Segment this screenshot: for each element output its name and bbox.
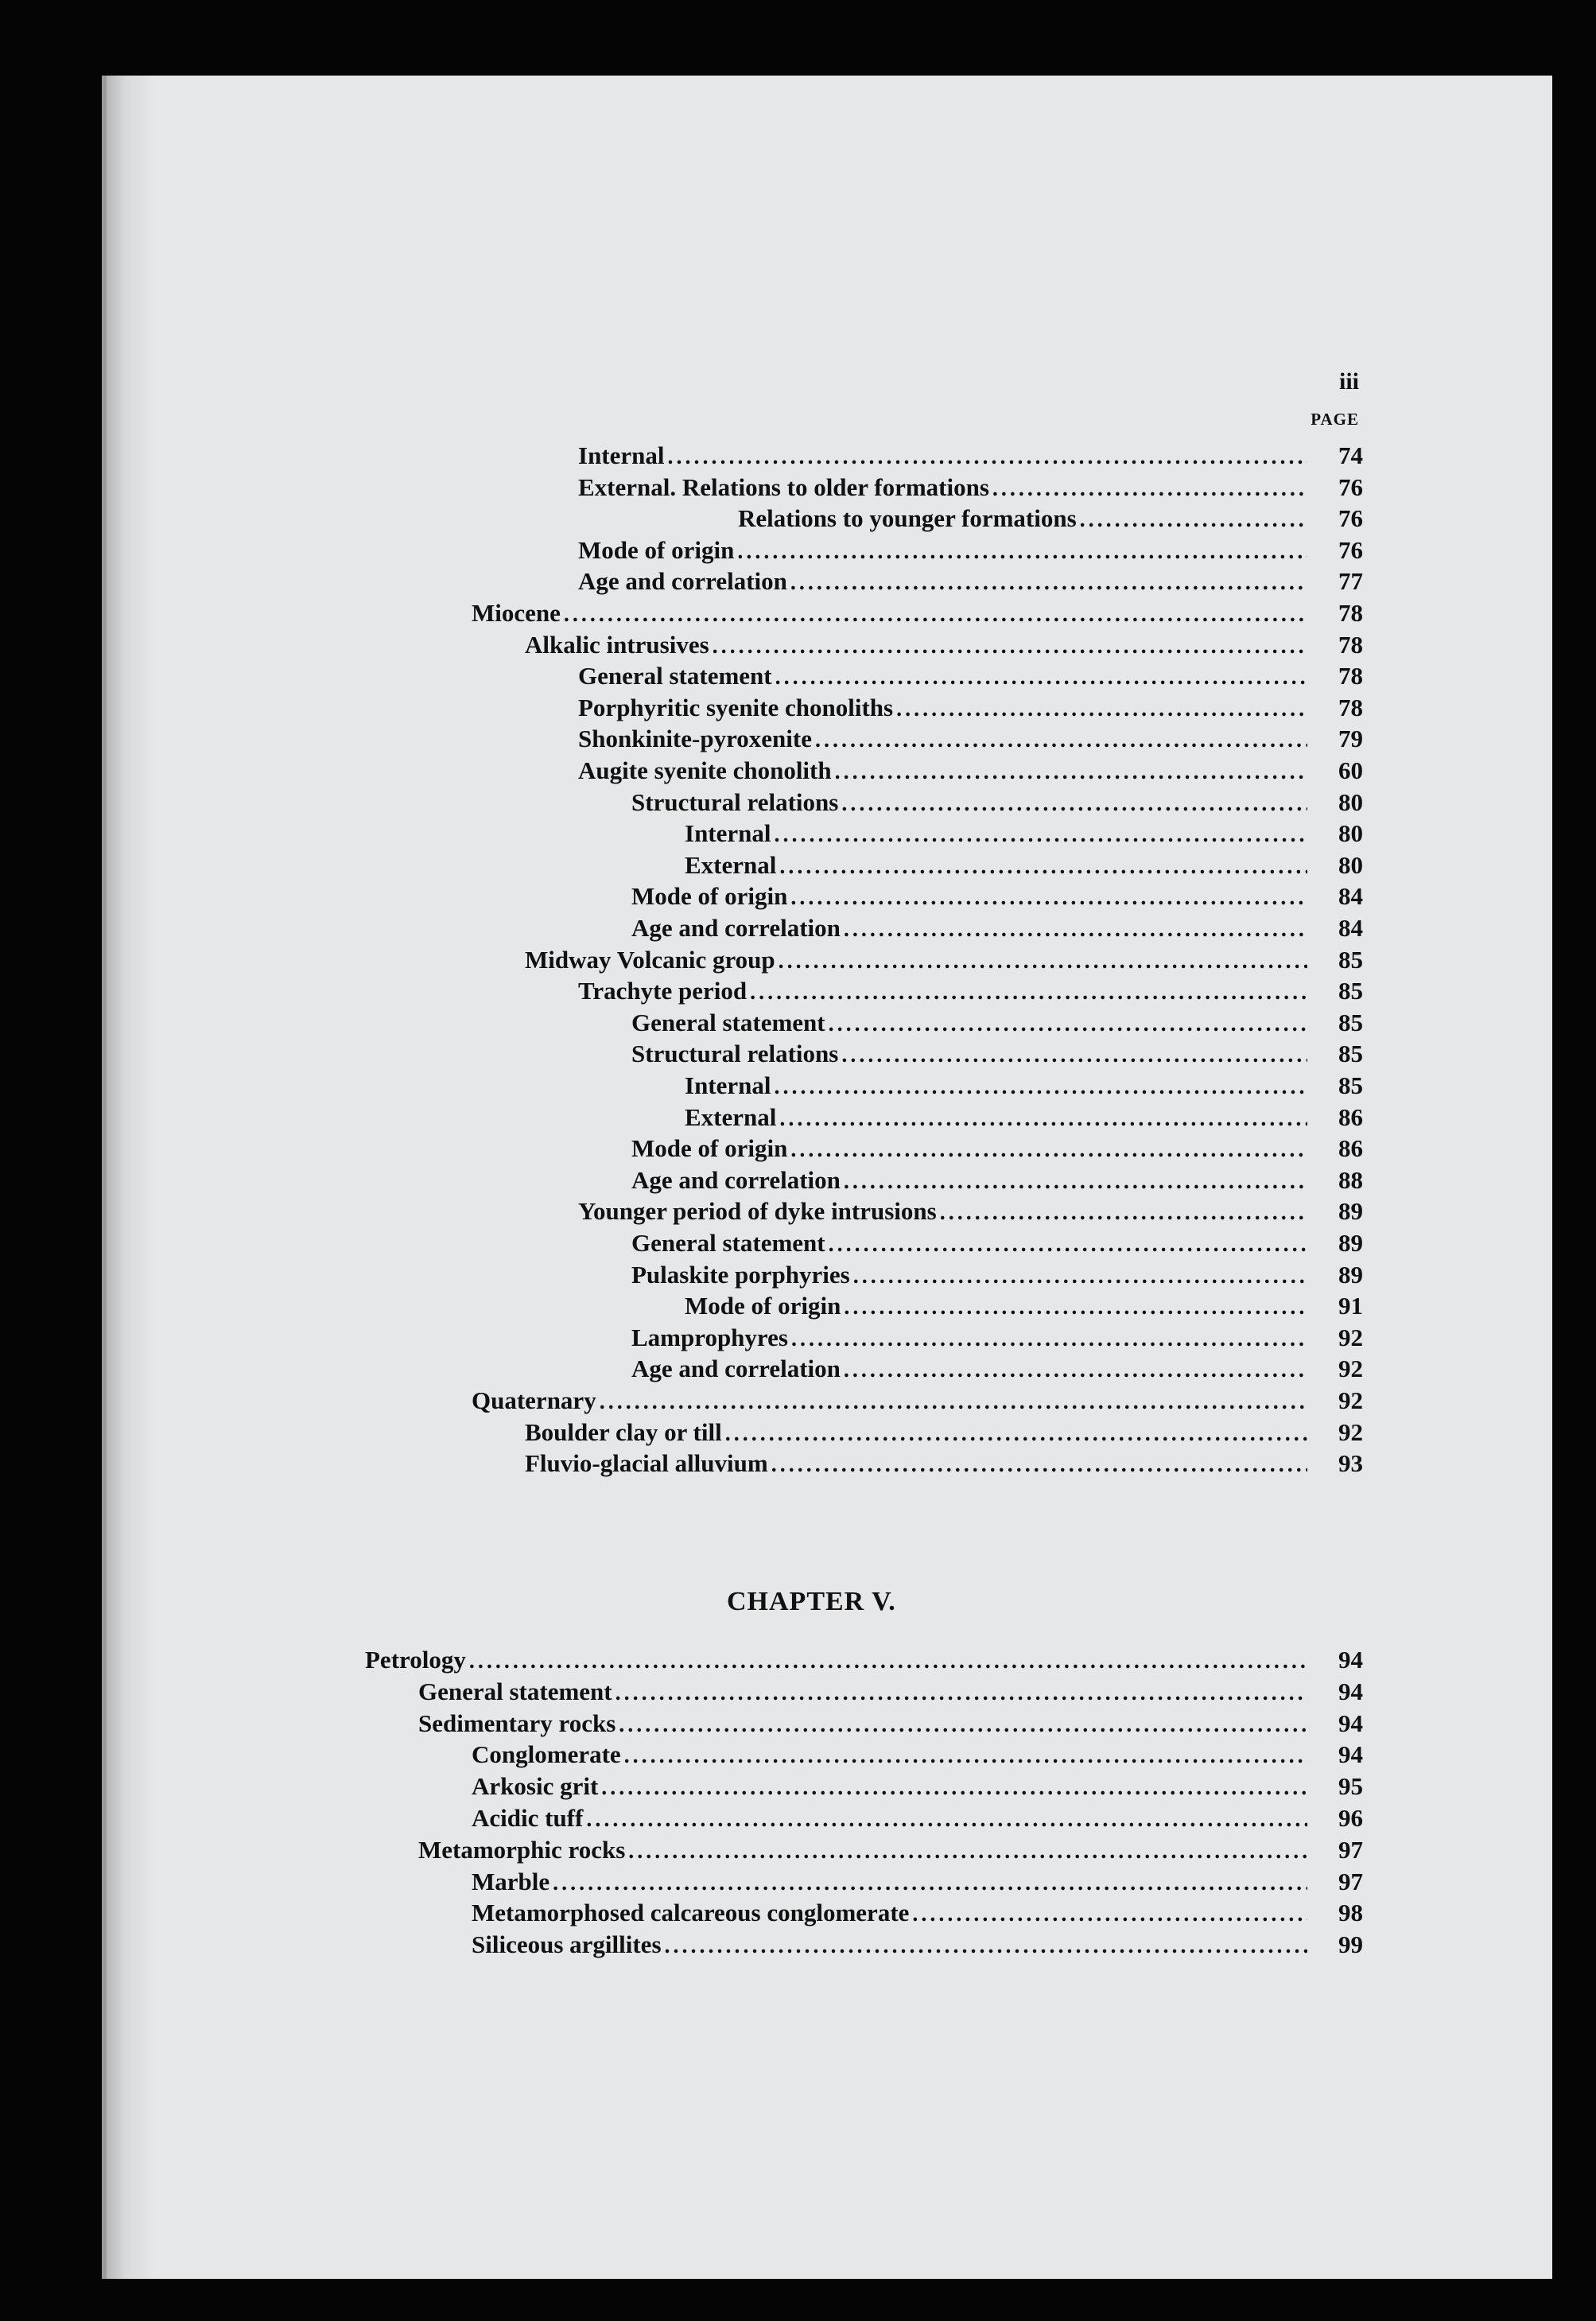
toc-entry <box>685 1102 1363 1133</box>
toc-entry-label: Internal <box>685 819 771 848</box>
toc-entry <box>578 1195 1363 1227</box>
toc-entry-page: 80 <box>1338 787 1363 816</box>
toc-entry-page: 84 <box>1338 914 1363 942</box>
toc-entry-label: Age and correlation <box>631 1165 841 1194</box>
toc-entry-page: 74 <box>1338 441 1363 469</box>
toc-entry-label: Structural relations <box>631 787 839 816</box>
toc-entry-label: Relations to younger formations <box>738 504 1077 533</box>
dot-leader <box>619 1709 1307 1741</box>
dot-leader <box>624 1740 1307 1772</box>
dot-leader <box>844 1166 1307 1198</box>
toc-entry <box>472 1897 1363 1929</box>
toc-entry <box>525 629 1363 661</box>
toc-entry <box>578 975 1363 1007</box>
toc-entry-label: Augite syenite chonolith <box>578 756 832 784</box>
toc-entry-label: Siliceous argillites <box>472 1930 662 1959</box>
toc-entry-label: External. Relations to older formations <box>578 472 989 501</box>
toc-entry-label: Alkalic intrusives <box>525 630 709 659</box>
toc-entry <box>631 1353 1363 1385</box>
toc-entry-page: 85 <box>1338 1008 1363 1036</box>
toc-entry <box>578 755 1363 787</box>
toc-entry-label: Sedimentary rocks <box>418 1709 616 1737</box>
toc-entry-label: Marble <box>472 1867 550 1895</box>
toc-entry <box>685 849 1363 881</box>
toc-entry-label: Acidic tuff <box>472 1804 584 1832</box>
toc-entry <box>578 692 1363 724</box>
dot-leader <box>815 725 1307 756</box>
dot-leader <box>844 1292 1307 1324</box>
dot-leader <box>790 567 1307 599</box>
toc-entry <box>631 881 1363 912</box>
dot-leader <box>737 536 1307 568</box>
dot-leader <box>771 1449 1307 1481</box>
toc-entry-page: 85 <box>1338 1071 1363 1099</box>
toc-entry-page: 86 <box>1338 1134 1363 1163</box>
toc-entry <box>418 1676 1363 1708</box>
dot-leader <box>586 1804 1307 1836</box>
toc-entry <box>578 660 1363 692</box>
toc-entry-label: Age and correlation <box>578 567 787 596</box>
toc-entry-label: Porphyritic syenite chonoliths <box>578 693 894 721</box>
page-column-header: PAGE <box>1311 410 1359 429</box>
toc-entry <box>631 1038 1363 1070</box>
toc-entry-page: 93 <box>1338 1449 1363 1478</box>
dot-leader <box>940 1197 1307 1229</box>
toc-entry-label: General statement <box>631 1229 825 1257</box>
toc-entry-page: 89 <box>1338 1197 1363 1226</box>
toc-entry-page: 97 <box>1338 1835 1363 1864</box>
toc-entry <box>631 787 1363 818</box>
toc-entry-label: Petrology <box>365 1646 466 1674</box>
toc-entry-page: 94 <box>1338 1740 1363 1769</box>
dot-leader <box>775 819 1308 851</box>
toc-entry-page: 94 <box>1338 1709 1363 1737</box>
toc-entry-label: Fluvio-glacial alluvium <box>525 1449 768 1478</box>
toc-entry <box>365 1644 1363 1676</box>
toc-entry <box>472 1866 1363 1898</box>
dot-leader <box>779 1103 1307 1135</box>
contents-text <box>107 76 1552 2279</box>
toc-entry-label: Miocene <box>472 599 561 627</box>
dot-leader <box>992 473 1307 505</box>
toc-entry-page: 78 <box>1338 662 1363 690</box>
dot-leader <box>853 1261 1307 1293</box>
toc-entry-page: 85 <box>1338 1040 1363 1068</box>
dot-leader <box>779 851 1307 883</box>
dot-leader <box>841 1040 1307 1071</box>
toc-entry-page: 89 <box>1338 1260 1363 1289</box>
toc-entry-page: 92 <box>1338 1386 1363 1414</box>
dot-leader <box>790 1134 1307 1166</box>
toc-entry-label: Mode of origin <box>685 1292 841 1320</box>
dot-leader <box>775 662 1307 694</box>
dot-leader <box>790 882 1307 914</box>
toc-entry-page: 77 <box>1338 567 1363 596</box>
dot-leader <box>829 1229 1307 1261</box>
toc-entry-page: 76 <box>1338 472 1363 501</box>
toc-entry-page: 76 <box>1338 504 1363 533</box>
toc-entry-label: General statement <box>631 1008 825 1036</box>
toc-entry-page: 79 <box>1338 725 1363 753</box>
toc-entry-label: Mode of origin <box>631 882 788 911</box>
toc-entry-label: Midway Volcanic group <box>525 945 775 974</box>
toc-entry-label: Shonkinite-pyroxenite <box>578 725 812 753</box>
toc-entry <box>578 535 1363 566</box>
toc-entry-page: 97 <box>1338 1867 1363 1895</box>
toc-entry-page: 94 <box>1338 1677 1363 1705</box>
toc-entry-page: 80 <box>1338 819 1363 848</box>
toc-entry-label: Conglomerate <box>472 1740 621 1769</box>
toc-entry-label: General statement <box>418 1677 612 1705</box>
toc-entry-label: External <box>685 850 777 879</box>
toc-entry-label: External <box>685 1102 777 1131</box>
toc-entry <box>525 1417 1363 1448</box>
toc-entry-label: Boulder clay or till <box>525 1417 722 1446</box>
dot-leader <box>713 631 1307 663</box>
toc-entry-page: 92 <box>1338 1355 1363 1383</box>
dot-leader <box>791 1324 1307 1355</box>
dot-leader <box>628 1836 1307 1868</box>
toc-entry-page: 78 <box>1338 630 1363 659</box>
toc-entry <box>631 1007 1363 1039</box>
dot-leader <box>750 977 1307 1009</box>
dot-leader <box>668 441 1308 473</box>
toc-entry-page: 85 <box>1338 945 1363 974</box>
toc-entry <box>418 1708 1363 1740</box>
toc-entry-page: 84 <box>1338 882 1363 911</box>
toc-entry-page: 86 <box>1338 1102 1363 1131</box>
toc-entry <box>472 1739 1363 1771</box>
toc-entry-page: 89 <box>1338 1229 1363 1257</box>
toc-entry-page: 96 <box>1338 1804 1363 1832</box>
dot-leader <box>841 788 1307 820</box>
toc-entry-page: 78 <box>1338 693 1363 721</box>
dot-leader <box>601 1772 1307 1804</box>
toc-entry-page: 60 <box>1338 756 1363 784</box>
toc-entry-page: 91 <box>1338 1292 1363 1320</box>
toc-entry <box>472 597 1363 629</box>
toc-entry <box>472 1929 1363 1961</box>
toc-entry <box>631 912 1363 944</box>
toc-entry-label: Structural relations <box>631 1040 839 1068</box>
dot-leader <box>844 1355 1307 1386</box>
dot-leader <box>1080 504 1307 536</box>
toc-entry-page: 94 <box>1338 1646 1363 1674</box>
dot-leader <box>615 1678 1307 1709</box>
toc-entry-label: Age and correlation <box>631 914 841 942</box>
toc-entry-label: Internal <box>685 1071 771 1099</box>
toc-entry-label: General statement <box>578 662 772 690</box>
toc-entry <box>578 566 1363 597</box>
toc-entry-page: 88 <box>1338 1165 1363 1194</box>
toc-entry <box>525 944 1363 976</box>
toc-entry-page: 95 <box>1338 1772 1363 1801</box>
toc-entry <box>738 503 1363 535</box>
document-page <box>102 76 1552 2279</box>
toc-entry <box>578 440 1363 472</box>
toc-entry-label: Arkosic grit <box>472 1772 599 1801</box>
toc-entry-label: Metamorphic rocks <box>418 1835 626 1864</box>
dot-leader <box>896 694 1307 725</box>
toc-entry <box>578 472 1363 503</box>
toc-entry-page: 80 <box>1338 850 1363 879</box>
dot-leader <box>835 756 1307 788</box>
dot-leader <box>829 1009 1307 1040</box>
toc-entry <box>578 723 1363 755</box>
toc-entry <box>685 818 1363 849</box>
toc-entry-label: Trachyte period <box>578 977 748 1005</box>
toc-entry <box>525 1448 1363 1479</box>
toc-entry <box>472 1385 1363 1417</box>
toc-entry-page: 85 <box>1338 977 1363 1005</box>
toc-entry-label: Pulaskite porphyries <box>631 1260 850 1289</box>
toc-entry-label: Quaternary <box>472 1386 596 1414</box>
dot-leader <box>564 599 1307 631</box>
toc-entry <box>685 1070 1363 1102</box>
toc-entry-page: 99 <box>1338 1930 1363 1959</box>
dot-leader <box>844 914 1307 946</box>
toc-entry-page: 98 <box>1338 1899 1363 1927</box>
toc-entry-page: 78 <box>1338 599 1363 627</box>
toc-entry-label: Age and correlation <box>631 1355 841 1383</box>
dot-leader <box>725 1418 1307 1450</box>
toc-entry <box>631 1164 1363 1196</box>
toc-entry <box>472 1802 1363 1834</box>
dot-leader <box>775 1071 1308 1103</box>
toc-entry-page: 92 <box>1338 1323 1363 1351</box>
toc-entry <box>685 1290 1363 1322</box>
toc-entry-page: 92 <box>1338 1417 1363 1446</box>
toc-entry-label: Internal <box>578 441 665 469</box>
toc-entry <box>418 1834 1363 1866</box>
toc-entry-label: Younger period of dyke intrusions <box>578 1197 937 1226</box>
dot-leader <box>469 1646 1307 1678</box>
toc-entry <box>631 1259 1363 1291</box>
dot-leader <box>553 1868 1307 1899</box>
dot-leader <box>779 946 1307 978</box>
page-number: iii <box>1338 368 1359 395</box>
chapter-heading: CHAPTER V. <box>727 1587 896 1616</box>
dot-leader <box>912 1899 1307 1930</box>
toc-entry <box>631 1133 1363 1164</box>
toc-entry <box>631 1227 1363 1259</box>
toc-entry-label: Mode of origin <box>578 535 735 564</box>
toc-entry-page: 76 <box>1338 535 1363 564</box>
dot-leader <box>665 1930 1307 1962</box>
toc-entry-label: Metamorphosed calcareous conglomerate <box>472 1899 910 1927</box>
toc-entry <box>472 1771 1363 1802</box>
toc-entry-label: Lamprophyres <box>631 1323 788 1351</box>
toc-entry-label: Mode of origin <box>631 1134 788 1163</box>
toc-entry <box>631 1322 1363 1354</box>
dot-leader <box>600 1386 1307 1418</box>
